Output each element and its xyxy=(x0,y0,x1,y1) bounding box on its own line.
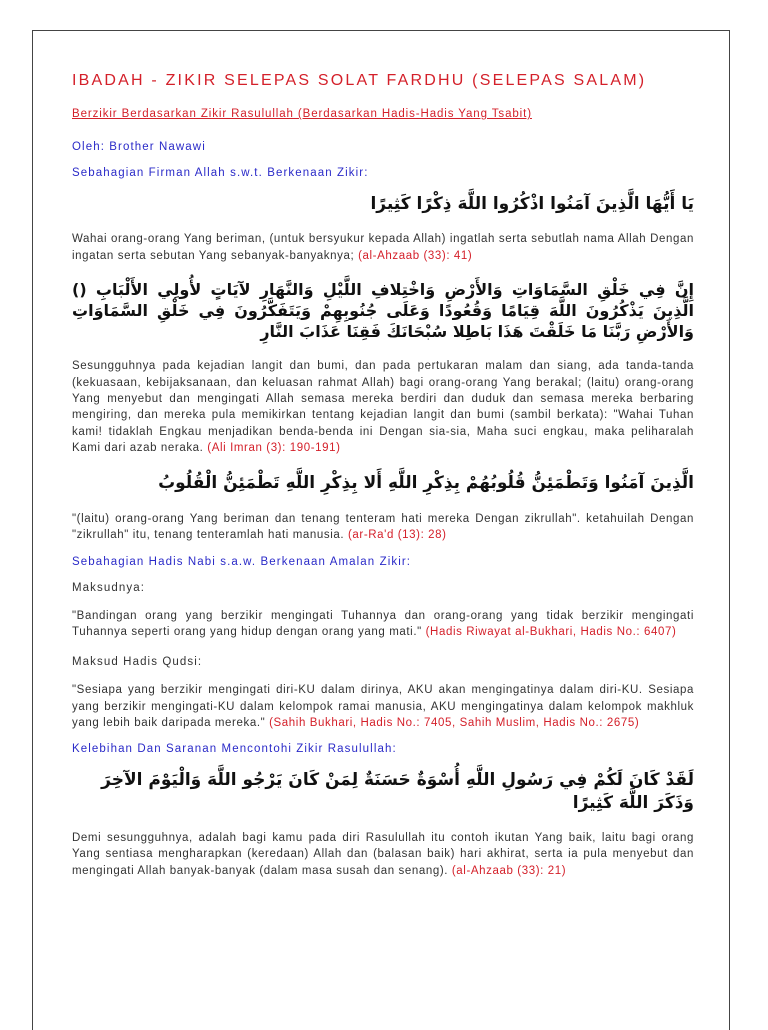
hadis-bukhari-6407: "Bandingan orang yang berzikir mengingati Tuhannya dan orang-orang yang tidak berzikir mengingati Tuhannya seperti orang yang hidup dengan orang yang mati." (Hadis Riwayat al-Bukhari, Hadis No.: 6407) xyxy=(72,609,694,638)
section-heading-kelebihan: Kelebihan Dan Saranan Mencontohi Zikir Rasulullah: xyxy=(72,743,397,756)
translation-ahzaab-41: Wahai orang-orang Yang beriman, (untuk bersyukur kepada Allah) ingatlah serta sebutlah nama Allah Dengan ingatan serta sebutan Yang sebanyak-banyaknya; (al-Ahzaab (33): 41) xyxy=(72,233,694,262)
translation-ar-rad: "(laitu) orang-orang Yang beriman dan tenang tenteram hati mereka Dengan zikrullah". ketahuilah Dengan "zikrullah" itu, tenang tenteramlah hati manusia. (ar-Ra'd (13): 28) xyxy=(72,512,694,542)
translation-ali-imran: Sesungguhnya pada kejadian langit dan bumi, dan pada pertukaran malam dan siang, ada tanda-tanda (kekuasaan, kebijaksanaan, dan keluasan rahmat Allah) bagi orang-orang Yang berakal; (laitu) orang-orang Yang menyebut dan mengingati Allah semasa mereka berdiri dan duduk dan semasa mereka berbaring mengiring, dan mereka pula memikirkan tentang kejadian langit dan bumi (sambil berkata): "Wahai Tuhan kami! tidaklah Engkau menjadikan benda-benda ini Dengan sia-sia, Maha suci engkau, maka peliharalah Kami dari azab neraka. (Ali Imran (3): 190-191) xyxy=(72,360,694,455)
arabic-verse-ali-imran: إِنَّ فِي خَلْقِ السَّمَاوَاتِ وَالأَرْضِ وَاخْتِلافِ اللَّيْلِ وَالنَّهَارِ لآيَاتٍ لأُولِي الأَلْبَابِ () الَّذِينَ يَذْكُرُونَ اللَّهَ قِيَامًا وَقُعُودًا وَعَلَى جُنُوبِهِمْ وَيَتَفَكَّرُونَ فِي خَلْقِ السَّمَاوَاتِ وَالأَرْضِ رَبَّنَا مَا خَلَقْتَ هَذَا بَاطِلا سُبْحَانَكَ فَقِنَا عَذَابَ النَّارِ xyxy=(72,280,694,341)
arabic-verse-ar-rad: الَّذِينَ آمَنُوا وَتَطْمَئِنُّ قُلُوبُهُمْ بِذِكْرِ اللَّهِ أَلا بِذِكْرِ اللَّهِ تَطْمَئِنُّ الْقُلُوبُ xyxy=(158,473,694,494)
author-line: Oleh: Brother Nawawi xyxy=(72,141,206,153)
section-heading-firman: Sebahagian Firman Allah s.w.t. Berkenaan Zikir: xyxy=(72,167,369,179)
reference-hadis-bukhari: (Hadis Riwayat al-Bukhari, Hadis No.: 6407) xyxy=(425,625,677,638)
arabic-verse-ahzaab-21: لَقَدْ كَانَ لَكُمْ فِي رَسُولِ اللَّهِ أُسْوَةٌ حَسَنَةٌ لِمَنْ كَانَ يَرْجُو اللَّهَ وَالْيَوْمَ الآخِرَ وَذَكَرَ اللَّهَ كَثِيرًا xyxy=(101,770,694,813)
label-hadis-qudsi: Maksud Hadis Qudsi: xyxy=(72,656,203,669)
reference-ahzaab-21: (al-Ahzaab (33): 21) xyxy=(451,864,567,877)
reference-ahzaab-41: (al-Ahzaab (33): 41) xyxy=(358,249,473,262)
reference-ar-rad: (ar-Ra'd (13): 28) xyxy=(347,529,447,542)
hadis-qudsi-text: "Sesiapa yang berzikir mengingati diri-KU dalam dirinya, AKU akan mengingatinya dalam diri-KU. Sesiapa yang berzikir mengingati-KU dalam kelompok ramai manusia, AKU mengingatinya dalam kelompok makhluk yang lebih baik daripada mereka." (Sahih Bukhari, Hadis No.: 7405, Sahih Muslim, Hadis No.: 2675) xyxy=(72,684,694,729)
section-heading-hadis: Sebahagian Hadis Nabi s.a.w. Berkenaan Amalan Zikir: xyxy=(72,555,412,568)
arabic-verse-ahzaab-41: يَا أَيُّهَا الَّذِينَ آمَنُوا اذْكُرُوا اللَّهَ ذِكْرًا كَثِيرًا xyxy=(370,194,694,214)
translation-ahzaab-21: Demi sesungguhnya, adalah bagi kamu pada diri Rasulullah itu contoh ikutan Yang baik, laitu bagi orang Yang sentiasa mengharapkan (keredaan) Allah dan (balasan baik) hari akhirat, serta ia pula menyebut dan mengingati Allah banyak-banyak (dalam masa susah dan senang). (al-Ahzaab (33): 21) xyxy=(72,832,694,877)
document-subtitle: Berzikir Berdasarkan Zikir Rasulullah (Berdasarkan Hadis-Hadis Yang Tsabit) xyxy=(72,108,532,120)
document-title: IBADAH - ZIKIR SELEPAS SOLAT FARDHU (SELEPAS SALAM) xyxy=(72,72,647,89)
label-maksudnya: Maksudnya: xyxy=(72,581,146,594)
reference-hadis-qudsi: (Sahih Bukhari, Hadis No.: 7405, Sahih Muslim, Hadis No.: 2675) xyxy=(269,716,640,729)
reference-ali-imran: (Ali Imran (3): 190-191) xyxy=(207,442,341,455)
document-body xyxy=(72,72,694,895)
